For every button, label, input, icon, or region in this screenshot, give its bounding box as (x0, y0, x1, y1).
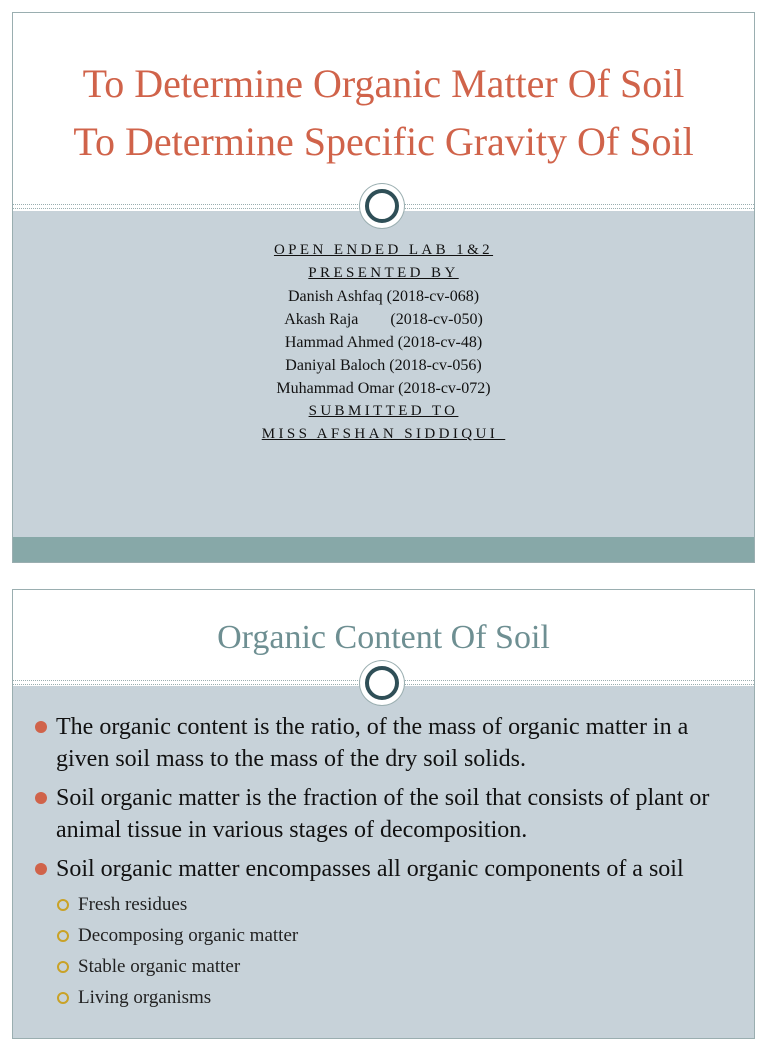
presented-by-label: PRESENTED BY (308, 265, 459, 281)
title-slide (12, 12, 755, 563)
bullet-text: Soil organic matter encompasses all organic components of a soil (56, 856, 684, 882)
sub-bullet-text: Living organisms (78, 987, 212, 1008)
instructor-name: MISS AFSHAN SIDDIQUI (261, 426, 506, 442)
lab-label: OPEN ENDED LAB 1&2 (273, 242, 494, 258)
sub-bullet-list (56, 889, 742, 1013)
member-1: Danish Ashfaq (2018-cv-068) (287, 288, 480, 305)
bullet-text: Soil organic matter is the fraction of the soil that consists of plant or animal tissue in various stages of decomposition. (56, 785, 710, 843)
ring-bullet-icon (57, 899, 69, 911)
bullet-item (33, 711, 742, 775)
member-4: Daniyal Baloch (2018-cv-056) (285, 357, 482, 374)
bullet-dot-icon (35, 721, 47, 733)
section-title: Organic Content Of Soil (217, 619, 550, 656)
sub-bullet-text: Stable organic matter (78, 956, 241, 977)
subtitle-block (13, 239, 754, 446)
ring-ornament-icon (365, 189, 399, 223)
content-slide (12, 589, 755, 1039)
sub-bullet-item (56, 982, 742, 1013)
ring-bullet-icon (57, 992, 69, 1004)
bullet-dot-icon (35, 792, 47, 804)
title-line-1: To Determine Organic Matter Of Soil (82, 61, 685, 106)
sub-bullet-item (56, 920, 742, 951)
bullet-item (33, 782, 742, 846)
bullet-dot-icon (35, 863, 47, 875)
sub-bullet-item (56, 889, 742, 920)
bottom-band (13, 537, 754, 563)
submitted-to-label: SUBMITTED TO (308, 403, 459, 419)
ring-bullet-icon (57, 930, 69, 942)
member-5: Muhammad Omar (2018-cv-072) (276, 380, 491, 397)
ring-bullet-icon (57, 961, 69, 973)
title-area (13, 13, 754, 206)
bullet-item (33, 853, 742, 1013)
bullet-text: The organic content is the ratio, of the mass of organic matter in a given soil mass to the mass of the dry soil solids. (56, 714, 689, 772)
sub-bullet-item (56, 951, 742, 982)
member-3: Hammad Ahmed (2018-cv-48) (284, 334, 483, 351)
title-line-2: To Determine Specific Gravity Of Soil (73, 119, 694, 164)
bullet-list (33, 711, 742, 1020)
slide-title (13, 55, 754, 171)
member-2: Akash Raja (2018-cv-050) (284, 311, 483, 328)
sub-bullet-text: Fresh residues (78, 894, 188, 915)
ring-ornament-icon (365, 666, 399, 700)
sub-bullet-text: Decomposing organic matter (78, 925, 299, 946)
